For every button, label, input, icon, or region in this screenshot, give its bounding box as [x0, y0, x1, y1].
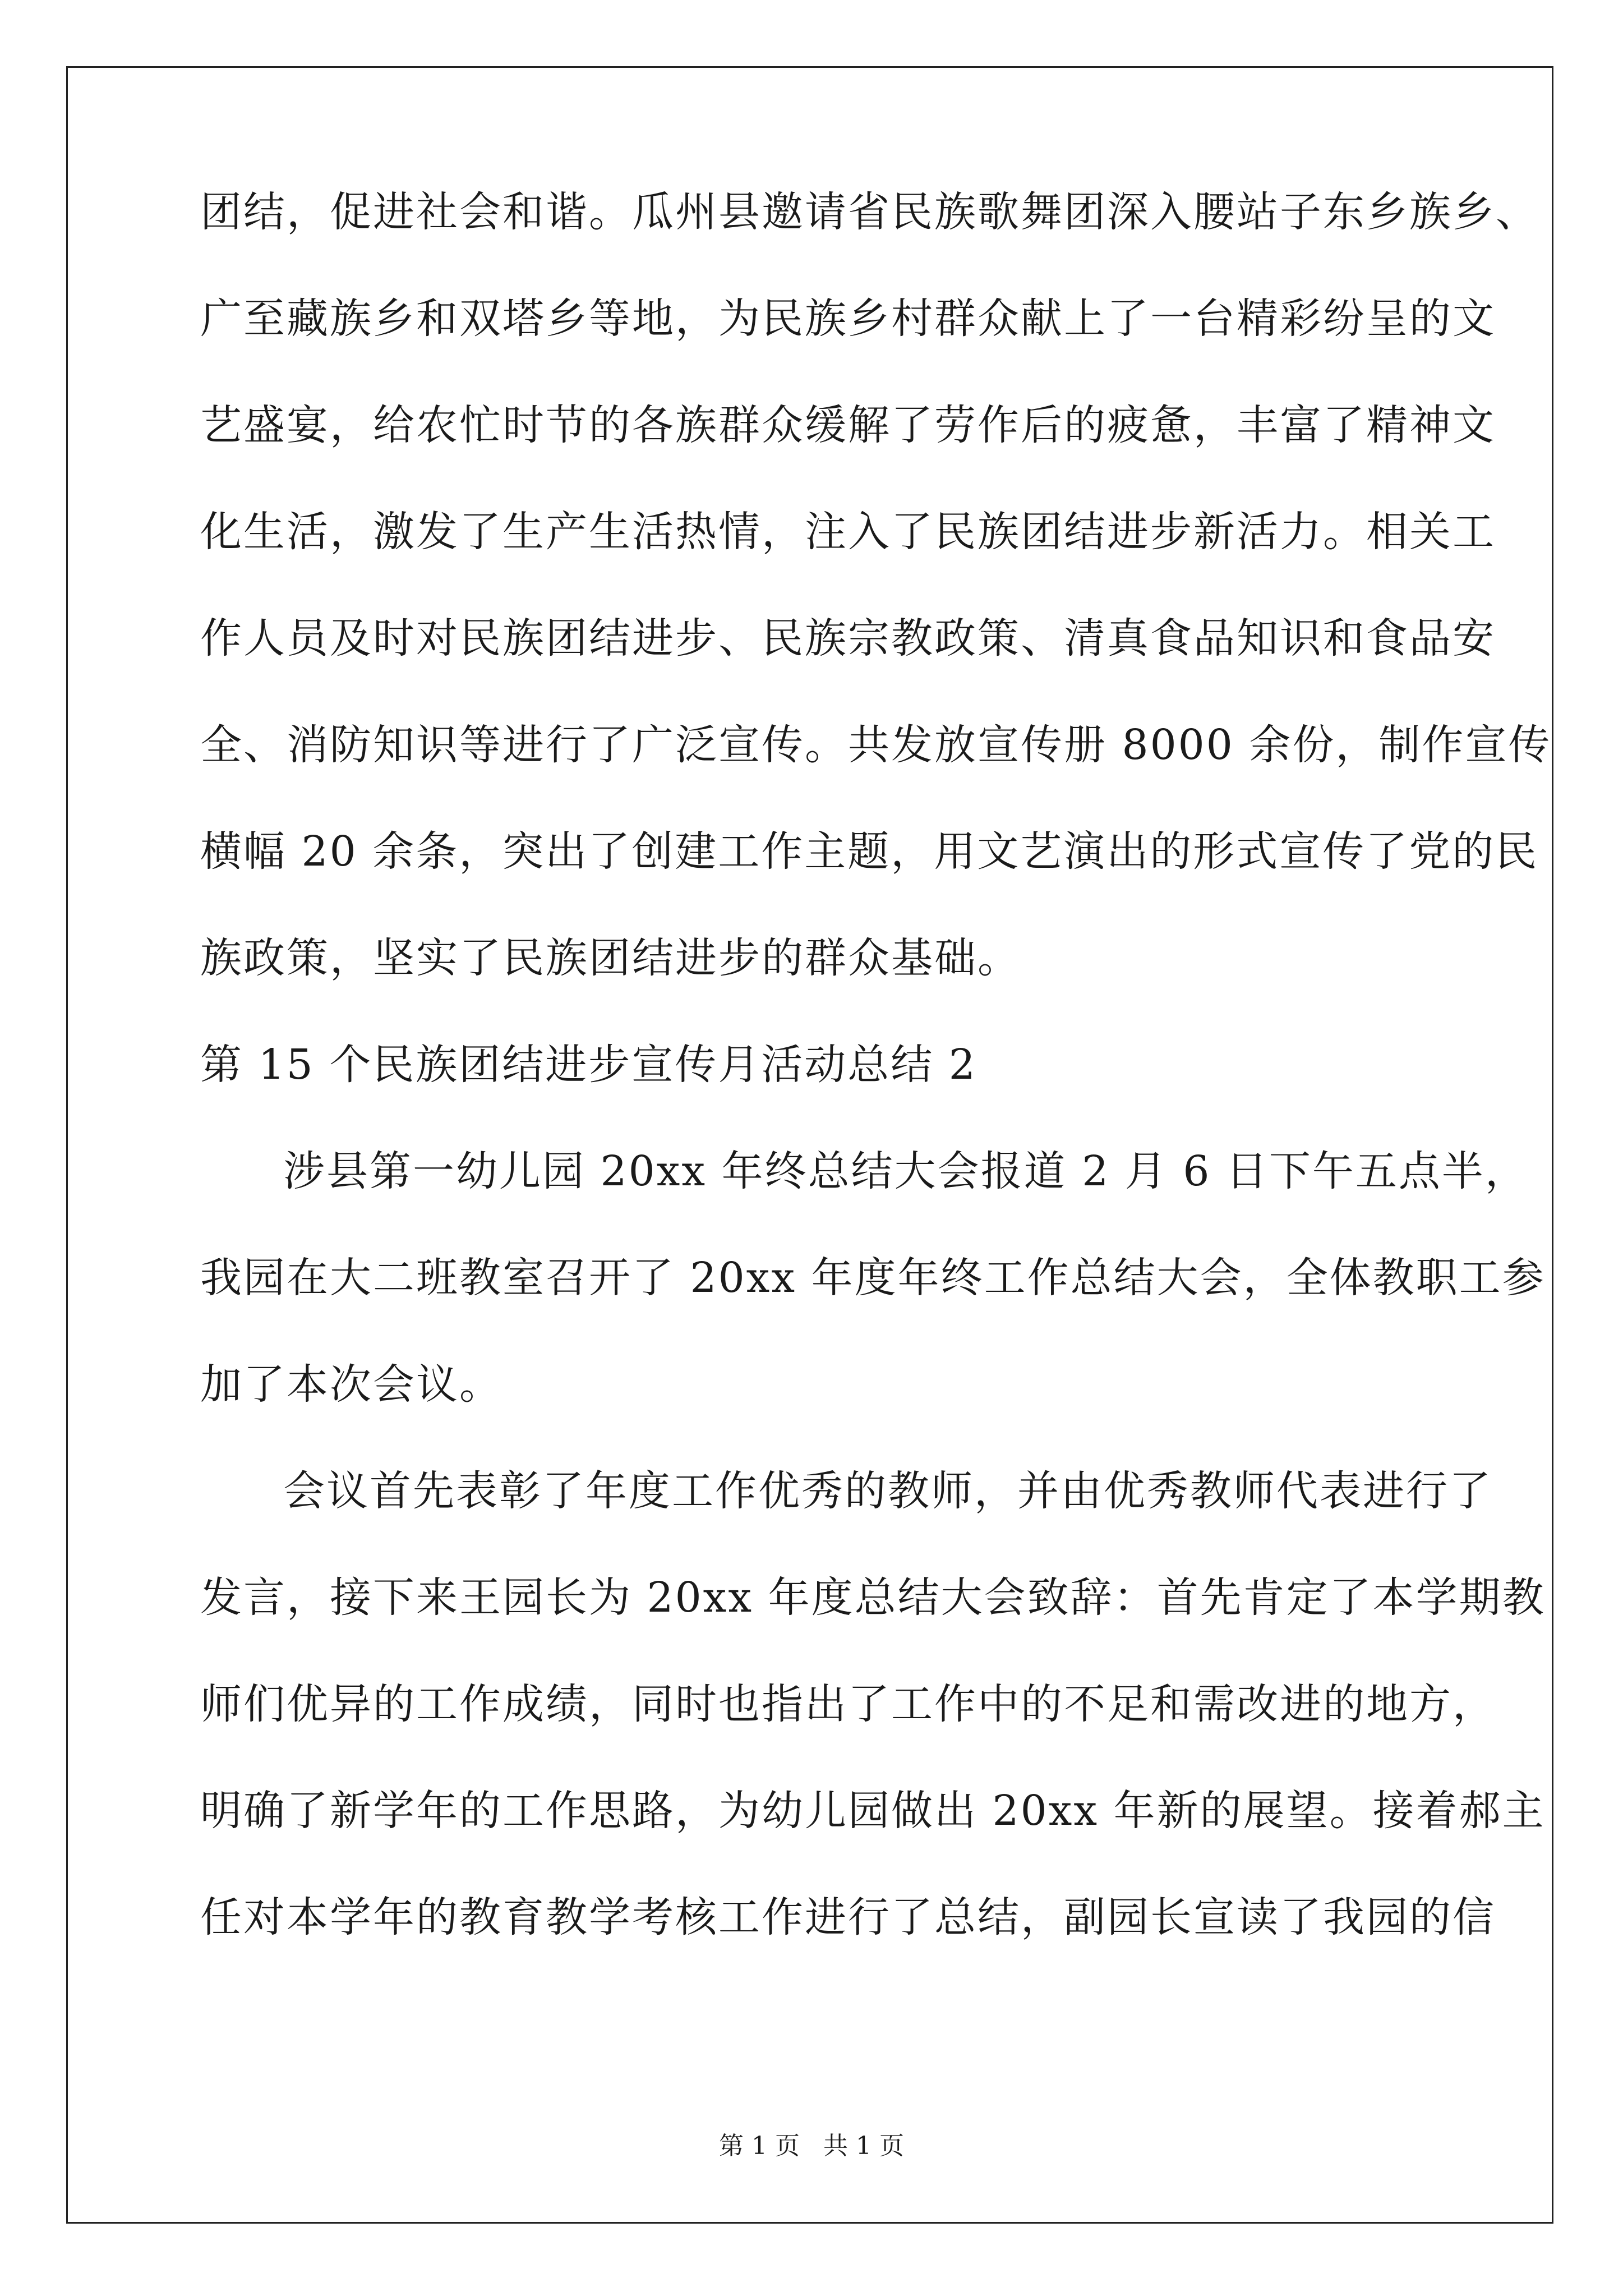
text-line: 团结，促进社会和谐。瓜州县邀请省民族歌舞团深入腰站子东乡族乡、 [200, 188, 1539, 236]
text-line: 艺盛宴，给农忙时节的各族群众缓解了劳作后的疲惫，丰富了精神文 [200, 401, 1496, 449]
text-line: 发言，接下来王园长为 20xx 年度总结大会致辞：首先肯定了本学期教 [200, 1573, 1546, 1622]
text-line: 作人员及时对民族团结进步、民族宗教政策、清真食品知识和食品安 [200, 614, 1496, 662]
document-body [200, 185, 1552, 1997]
text-line: 化生活，激发了生产生活热情，注入了民族团结进步新活力。相关工 [200, 508, 1496, 556]
text-line: 我园在大二班教室召开了 20xx 年度年终工作总结大会，全体教职工参 [200, 1254, 1546, 1302]
text-line: 涉县第一幼儿园 20xx 年终总结大会报道 2 月 6 日下午五点半， [283, 1147, 1528, 1195]
text-line: 族政策，坚实了民族团结进步的群众基础。 [200, 934, 1021, 982]
text-line: 任对本学年的教育教学考核工作进行了总结，副园长宣读了我园的信 [200, 1893, 1496, 1941]
text-line: 加了本次会议。 [200, 1360, 502, 1409]
section-heading: 第 15 个民族团结进步宣传月活动总结 2 [200, 1041, 977, 1089]
text-line: 全、消防知识等进行了广泛宣传。共发放宣传册 8000 余份，制作宣传 [200, 721, 1552, 769]
text-line: 会议首先表彰了年度工作优秀的教师，并由优秀教师代表进行了 [283, 1467, 1492, 1515]
text-line: 广至藏族乡和双塔乡等地，为民族乡村群众献上了一台精彩纷呈的文 [200, 295, 1496, 343]
page-footer: 第 1 页 共 1 页 [719, 2132, 904, 2160]
text-line: 横幅 20 余条，突出了创建工作主题，用文艺演出的形式宣传了党的民 [200, 827, 1539, 876]
text-line: 明确了新学年的工作思路，为幼儿园做出 20xx 年新的展望。接着郝主 [200, 1787, 1546, 1835]
text-line: 师们优异的工作成绩，同时也指出了工作中的不足和需改进的地方， [200, 1680, 1496, 1728]
